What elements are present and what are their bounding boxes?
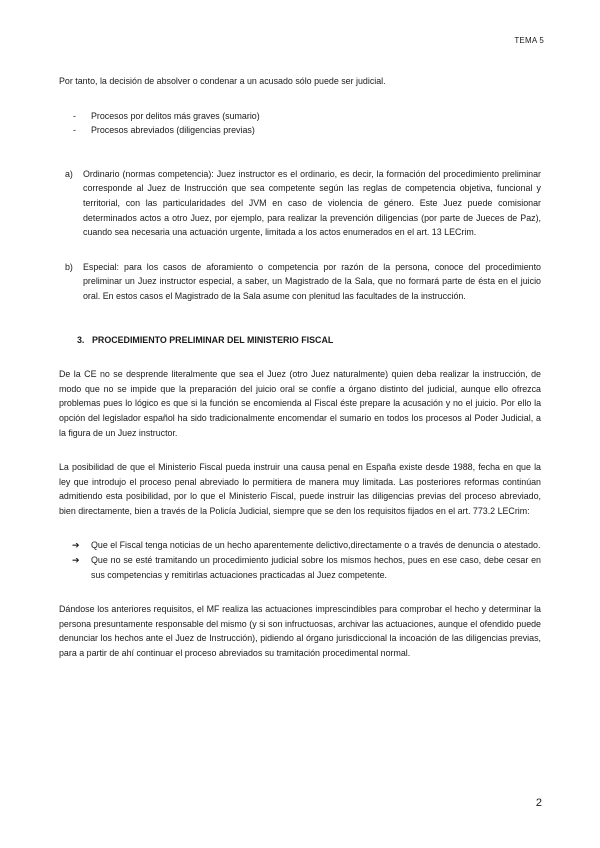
dash-bullet: - [73,110,76,121]
process-type-list [59,109,541,138]
closing-paragraph: Dándose los anteriores requisitos, el MF realiza las actuaciones imprescindibles para comprobar el hecho y determinar la persona presuntamente responsable del mismo (y si son infructuosas, archivar las actuaciones, aunque el ofendido puede denunciar los hechos ante el Juez de Instrucción), pidiendo al órgano jurisdiccional la incoación de las diligencias previas, para a partir de ahí continuar el proceso abreviados su tramitación procedimental normal. [59,604,541,659]
body-paragraph: La posibilidad de que el Ministerio Fiscal pueda instruir una causa penal en España existe desde 1988, fecha en que la ley que introdujo el proceso penal abreviado lo permitiera de manera muy limitada. Las posteriores reformas continúan admitiendo esta posibilidad, por lo que el Ministerio Fiscal, puede instruir las diligencias previas del proceso abreviado, bien directamente, bien a través de la Policía Judicial, siempre que se den los requisitos fijados en el art. 773.2 LECrim: [59,462,541,516]
item-text: Ordinario (normas competencia): Juez instructor es el ordinario, es decir, la formación del procedimiento preliminar corresponde al Juez de Instrucción que sea competente según las reglas de competencia objetiva, funcional y territorial, con las particularidades del JVM en caso de violencia de género. Este Juez puede comisionar determinados actos a otro Juez, por ejemplo, para realizar la prevención diligencias (por parte de Jueces de Paz), cuando sea necesaria una actuación urgente, limitada a los actos enumerados en el art. 13 LECrim. [83,168,541,238]
item-text: Especial: para los casos de aforamiento o competencia por razón de la persona, conoce del procedimiento preliminar un Juez instructor especial, a saber, un Magistrado de la Sala, que no formará parte de ésta en el juicio oral. En estos casos el Magistrado de la Sala asume con plenitud las facultades de la instrucción. [83,261,541,301]
page-content [59,74,541,661]
list-item: - Procesos por delitos más graves (sumario) [59,109,541,124]
intro-paragraph: Por tanto, la decisión de absolver o condenar a un acusado sólo puede ser judicial. [59,76,386,86]
list-item: ➔ Que no se esté tramitando un procedimiento judicial sobre los mismos hechos, pues en ese caso, debe cesar en sus competencias y remitirlas actuaciones practicadas al Juez competente. [72,555,541,580]
section-title: PROCEDIMIENTO PRELIMINAR DEL MINISTERIO FISCAL [92,334,334,345]
arrow-bullet-icon: ➔ [72,540,80,551]
body-paragraph: De la CE no se desprende literalmente que sea el Juez (otro Juez naturalmente) quien deba realizar la instrucción, de modo que no se impide que la preparación del juicio oral se confíe a órgano distinto del judicial, aunque ello ofrezca problemas pues lo lógico es que si la función se encomienda al Fiscal éste prepare la acusación y no el juicio. Por ello la opción del legislador español ha sido tradicionalmente encomendar el sumario en todos los procesos al Poder Judicial, a la figura de un Juez instructor. [59,369,541,438]
lettered-item-a [59,167,541,240]
running-header: TEMA 5 [514,36,544,45]
item-marker: b) [65,261,73,272]
section-heading [59,333,541,348]
dash-bullet: - [73,125,76,136]
item-marker: a) [65,168,73,179]
section-number: 3. [77,334,85,345]
lettered-item-b [59,260,541,304]
list-item: ➔ Que el Fiscal tenga noticias de un hecho aparentemente delictivo,directamente o a través de denuncia o atestado. [59,538,541,553]
requirements-list [59,538,541,582]
arrow-bullet-icon: ➔ [72,555,80,566]
list-item: - Procesos abreviados (diligencias previas) [59,123,541,138]
page-number: 2 [535,797,542,809]
